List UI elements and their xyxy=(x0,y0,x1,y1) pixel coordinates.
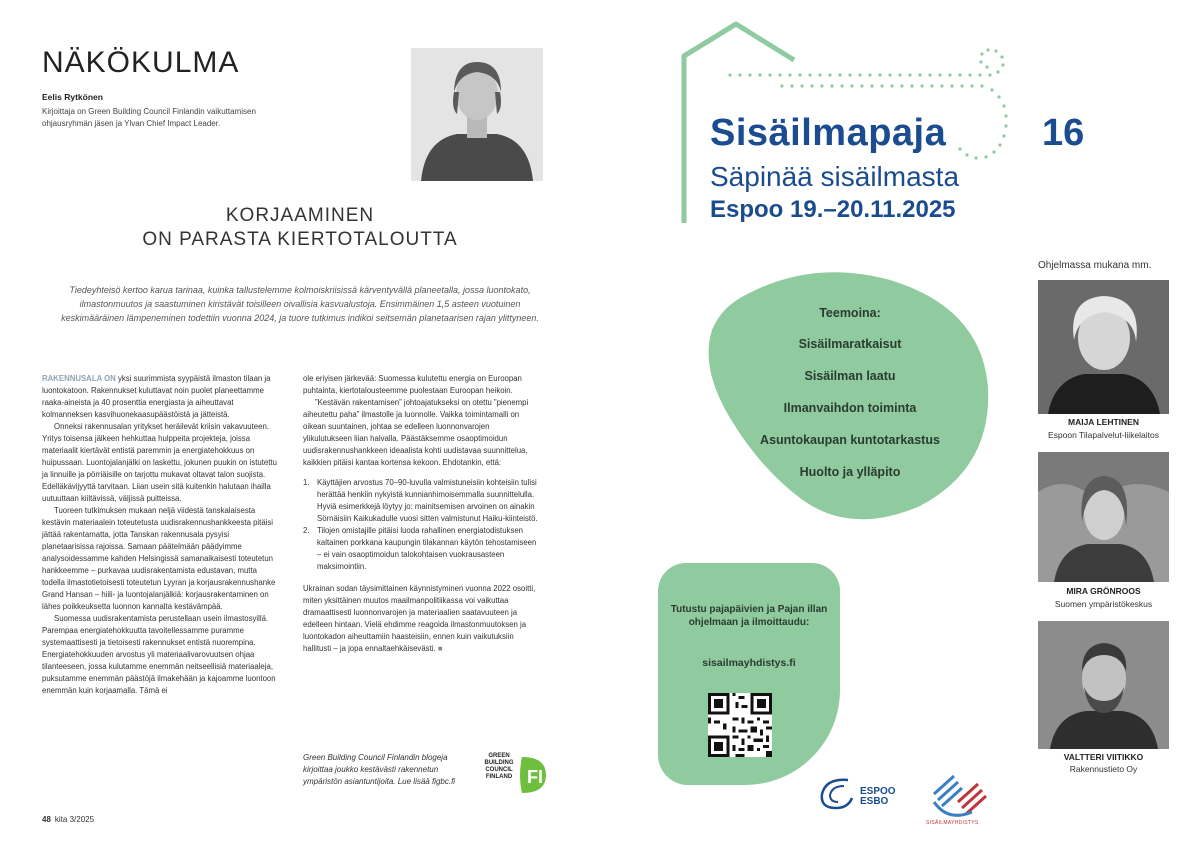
themes-heading: Teemoina: xyxy=(819,306,881,320)
end-mark: ■ xyxy=(437,644,443,653)
headline-line-1: KORJAAMINEN xyxy=(225,205,375,226)
event-title: Sisäilmapaja xyxy=(710,112,947,154)
espoo-logo-text: ESPOO ESBO xyxy=(860,786,896,807)
author-bio: Kirjoittaja on Green Building Council Finlandin vaikuttamisen ohjausryhmän jäsen ja Ylvan Chief Impact Leader. xyxy=(42,107,256,128)
cta-text: Tutustu pajapäivien ja Pajan illan ohjelmaan ja ilmoittaudu: xyxy=(670,604,828,628)
theme-item: Asuntokaupan kuntotarkastus xyxy=(760,433,940,447)
proposal-list xyxy=(303,477,538,573)
folio xyxy=(42,815,94,824)
list-item: 2. Tilojen omistajille pitäisi luoda rahallinen energiatodistuksen kaltainen porkkana kaupungin tilakannan käytön tehostamiseen – ei vain osaoptimoidun talokohtaisen vuokrausasteen maksimointiin. xyxy=(303,526,537,571)
author-name: Eelis Rytkönen xyxy=(42,92,103,102)
article-column-2 xyxy=(303,373,538,655)
paragraph: Suomessa uudisrakentamista perustellaan usein ilmastosyillä. Parempaa energiatehokkuutta tavoitellessamme puramme systemaattisesti ja tietoisesti rakennukset entistä nuorempina. Energiatehokkuuden arvostus yli materiaalivarovuutsen ohjaa tilanteeseen, jossa kulutamme enemmän neitseellisiä materiaaleja, puksutamme enemmän päästöjä ilmakehään ja kajoamme luontoon enemmän kuin korjaamalla. Tämä ei xyxy=(42,614,276,695)
event-date: Espoo 19.–20.11.2025 xyxy=(710,196,956,223)
speaker-photo xyxy=(1038,621,1169,749)
article-lead: Tiedeyhteisö kertoo karua tarinaa, kuinka tallustelemme kolmoiskriisissä kärventyvällä planeetalla, jossa luontokato, ilmastonmuutos ja saastuminen kiristävät toisilleen oivallisia kasvualustoja. Ensimmäinen 1,5 asteen vuotuinen keskimääräinen lämpeneminen todettiin vuonna 2024, ja tuore tutkimus indikoi seitsemän planetaarisen rajan ylittyneen. xyxy=(61,285,539,323)
speaker-name: VALTTERI VIITIKKO xyxy=(1063,752,1144,762)
theme-item: Sisäilmaratkaisut xyxy=(798,337,902,351)
speaker-photo xyxy=(1038,452,1169,582)
speaker-photo xyxy=(1038,280,1169,414)
theme-item: Ilmanvaihdon toiminta xyxy=(783,401,917,415)
kicker: RAKENNUSALA ON xyxy=(42,374,116,383)
gbc-logo xyxy=(478,753,548,797)
speaker-org: Suomen ympäristökeskus xyxy=(1054,599,1153,609)
speaker-name: MAIJA LEHTINEN xyxy=(1068,417,1139,427)
cta-url[interactable]: sisailmayhdistys.fi xyxy=(702,657,796,669)
event-subtitle: Säpinää sisäilmasta xyxy=(710,161,960,192)
qr-code[interactable] xyxy=(708,693,772,757)
gbc-logo-text: GREEN BUILDING COUNCIL FINLAND xyxy=(484,753,514,780)
paragraph: Tuoreen tutkimuksen mukaan neljä viidestä tanskalaisesta kestävin materiaalein toteutetusta uudisrakennushankkeesta pitäisi jättää rakentamatta, jotta Tanskan rakennusala pysyisi planetaarisissa rajoissa. Samaan päätelmään päädyimme analysoidessamme kahden Helsingissä samanaikaisesti toteutetun hankkeemme – purkavaa uudisrakentamista edustavan, mutta todella ilmastotietoisesti toteutetun Lyyran ja korjausrakennushanke Grand Hansan – hiili- ja luontojalanjälkiä: korjausrakentaminen on lähes poikkeuksetta luonnon kannalta kestävämpää. xyxy=(42,506,276,611)
speaker-org: Espoon Tilapalvelut-liikelaitos xyxy=(1047,430,1160,440)
speaker-org: Rakennustieto Oy xyxy=(1069,764,1138,774)
issue-label: kita 3/2025 xyxy=(54,815,95,824)
section-title: NÄKÖKULMA xyxy=(42,46,240,79)
list-item: 1. Käyttäjien arvostus 70–90-luvulla valmistuneisiin kohteisiin tulisi herättää henkiin nykyistä kunnianhimoisemmalla suunnittelulla. Hyviä esimerkkejä löytyy jo: mainitsemisen arvoinen on ainakin Sörnäisiin Kaikukadulle vuosi sitten valmistunut Haiku-kiinteistö. xyxy=(303,478,538,523)
headline-line-2: ON PARASTA KIERTOTALOUTTA xyxy=(142,229,458,250)
gbc-logo-mark: FI xyxy=(527,767,543,787)
gbc-note: Green Building Council Finlandin blogeja kirjoittaa joukko kestävästi rakennetun ympäristön asiantuntijoita. Lue lisää figbc.fi xyxy=(303,753,456,786)
article-column-1 xyxy=(42,373,277,697)
paragraph: Onneksi rakennusalan yritykset heräilevät kriisin vakavuuteen. Yritys toisensa jälkeen hehkuttaa hulppeita projekteja, joissa materiaalit kiertävät entistä paremmin ja energiatehokkuus on huipussaan. Luontojalanjälki on laskettu, jokunen puukin on istutettu ja linnuille ja pörriäisille on tarjottu mukavat oltavat talon suojista. Edelläkävijyyttä tarvitaan. Liian usein sitä kuitenkin halutaan ihailla uutuuttaan kiiltävissä, väljissä puitteissa. xyxy=(42,422,277,503)
page-number: 48 xyxy=(42,815,51,824)
paragraph: ”Kestävän rakentamisen” johtoajatukseksi on otettu ”pienempi aiheutettu paha” ilmastolle ja luonnolle. Vaikka toimintamalli on oikean suuntainen, johtaa se edelleen luonnonvarojen ylikulutukseen liian halvalla. Päästäksemme osaoptimoidun uudisrakennushankkeen ideaalista kohti uudistavaa suunnittelua, kaikkien pitäisi kantaa kortensa kekoon. Ehdotankin, että: xyxy=(303,398,529,467)
paragraph: Ukrainan sodan täysimittainen käynnistyminen vuonna 2022 osoitti, miten yksittäinen muutos maailmanpolitiikassa voi vaikuttaa dramaattisesti luonnonvarojen ja materiaalien saatavuuteen ja edelleen hintaan. Vielä ehdimme reagoida ilmastonmuutoksen ja luontokadon aiheuttamiin haasteisiin, ennen kuin vaikutuksiin hallitusti – ja jopa ennaltaehkäisevästi. ■ xyxy=(303,584,536,653)
themes-list xyxy=(730,306,970,496)
speaker-name: MIRA GRÖNROOS xyxy=(1066,586,1141,596)
event-number: 16 xyxy=(1042,112,1085,154)
speakers-heading: Ohjelmassa mukana mm. xyxy=(1038,260,1152,271)
theme-item: Huolto ja ylläpito xyxy=(799,465,901,479)
author-photo xyxy=(411,48,543,181)
article-headline xyxy=(42,204,558,252)
sisailmayhdistys-caption: SISÄILMAYHDISTYS xyxy=(926,820,979,826)
paragraph: RAKENNUSALA ON yksi suurimmista syypäistä ilmaston tilaan ja luontokatoon. Rakennukset kuluttavat noin puolet planeettamme raaka-aineista ja 40 prosenttia energiasta ja aiheuttavat kolmanneksen kasvihuonekaasupäästöistä ja jätteistä. xyxy=(42,374,271,419)
theme-item: Sisäilman laatu xyxy=(804,369,896,383)
paragraph: ole eriyisen järkevää: Suomessa kulutettu energia on Euroopan puhtainta, kiertotalousteemme puolestaan Euroopan heikoin. xyxy=(303,374,522,395)
